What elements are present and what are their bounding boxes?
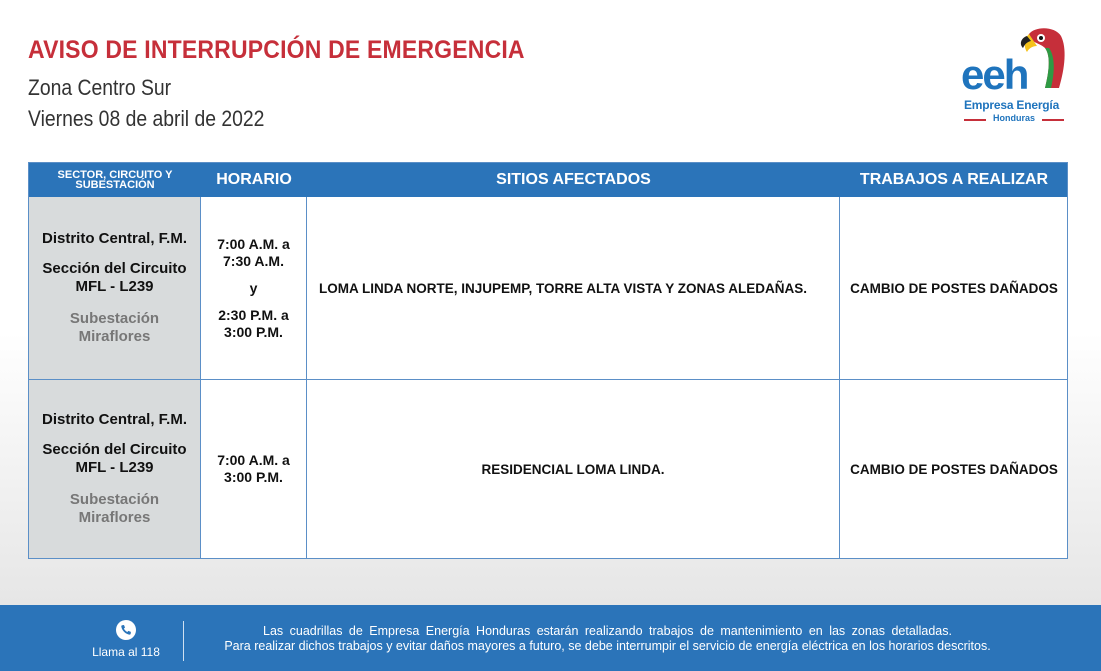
sitios-cell [307,197,840,379]
trabajos-text: CAMBIO DE POSTES DAÑADOS [850,461,1058,477]
header-horario: HORARIO [216,171,292,188]
subestacion-name: Miraflores [78,328,151,345]
logo-rule-right [1042,119,1064,121]
horario-1-start: 7:00 A.M. a [217,452,290,468]
header-trabajos: TRABAJOS A REALIZAR [859,171,1049,188]
logo-rule-left [964,119,986,121]
logo-country-row [964,113,1064,125]
horario-2-end: 3:00 P.M. [224,323,283,340]
logo-company: Empresa Energía [964,98,1060,112]
table-header [29,163,1067,197]
subestacion-text: Subestación [69,310,160,327]
subestacion-text: Subestación [69,491,160,508]
footer-divider [183,621,184,661]
circuito-text: MFL - L239 [75,459,154,476]
subestacion-name: Miraflores [78,509,151,526]
date-label: Viernes 08 de abril de 2022 [28,106,265,131]
header-sitios: SITIOS AFECTADOS [496,171,651,188]
eeh-logo [955,26,1070,126]
circuito-text: MFL - L239 [75,278,154,295]
footer-line-1: Las cuadrillas de Empresa Energía Honduras estarán realizando trabajos de mantenimiento en las zonas detalladas. [263,624,952,638]
notice-title: AVISO DE INTERRUPCIÓN DE EMERGENCIA [28,36,525,64]
sector-cell [29,380,201,558]
horario-2-start: 2:30 P.M. a [218,306,289,323]
phone-icon[interactable] [116,620,136,640]
sector-cell [29,197,201,379]
seccion-text: Sección del Circuito [42,260,187,277]
horario-connector: y [249,279,258,296]
sitios-cell [307,380,840,558]
horario-1-start: 7:00 A.M. a [217,235,290,252]
horario-cell [201,380,307,558]
footer-bar [0,605,1101,671]
trabajos-cell [840,197,1068,379]
table-row [29,380,1067,558]
horario-cell [201,197,307,379]
zone-label: Zona Centro Sur [28,75,172,100]
sitios-text: RESIDENCIAL LOMA LINDA. [481,461,665,477]
footer-line-2: Para realizar dichos trabajos y evitar daños mayores a futuro, se debe interrumpir el servicio de energía eléctrica en los horarios descritos. [224,639,991,653]
distrito-text: Distrito Central, F.M. [41,411,187,428]
horario-1-end: 7:30 A.M. [223,252,284,269]
seccion-text: Sección del Circuito [42,441,187,458]
sitios-text: LOMA LINDA NORTE, INJUPEMP, TORRE ALTA VISTA Y ZONAS ALEDAÑAS. [319,280,808,296]
phone-label[interactable]: Llama al 118 [92,645,160,659]
interruption-table [28,162,1068,559]
distrito-text: Distrito Central, F.M. [41,230,187,247]
horario-1-end: 3:00 P.M. [224,469,283,485]
header-sector: SECTOR, CIRCUITO Y SUBESTACIÓN [57,169,173,191]
table-row [29,197,1067,380]
logo-mark: eeh [961,51,1028,98]
trabajos-text: CAMBIO DE POSTES DAÑADOS [850,280,1058,296]
logo-country: Honduras [992,113,1035,123]
trabajos-cell [840,380,1068,558]
